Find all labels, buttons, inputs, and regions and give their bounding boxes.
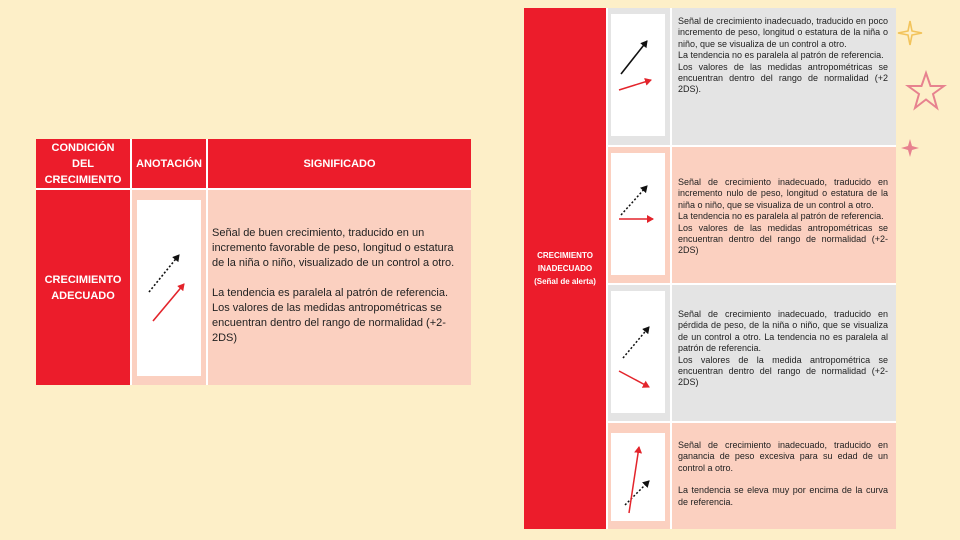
- annotation-cell-2: [608, 147, 670, 283]
- row3-paragraph-3: Los valores de la medida antropométrica se encuentran dentro del rango de normalidad (+2-2DS): [678, 354, 888, 388]
- header-condicion: [36, 139, 130, 188]
- parallel-trend-arrows-icon: [137, 200, 201, 376]
- growth-chart-graphic-3: [611, 291, 665, 413]
- sparkle-icon: [897, 20, 923, 46]
- row1-paragraph-2: La tendencia no es paralela al patrón de referencia.: [678, 50, 884, 61]
- growth-chart-graphic-2: [611, 153, 665, 275]
- row3-paragraph-1: Señal de crecimiento inadecuado, traducido en pérdida de peso, de la niña o niño, que se visualiza de un control a otro. La tendencia no es paralela al patrón de referencia.: [678, 309, 888, 354]
- row1-paragraph-1: Señal de crecimiento inadecuado, traducido en poco incremento de peso, longitud o estatura de la niña o niño, que se visualiza de un control a otro.: [678, 16, 888, 49]
- meaning-cell: [208, 190, 471, 385]
- excessive-growth-arrows-icon: [611, 433, 665, 521]
- annotation-cell-4: [608, 423, 670, 529]
- condition-cell: [36, 190, 130, 385]
- meaning-cell-4: [672, 423, 896, 529]
- growth-chart-graphic: [137, 200, 201, 376]
- row2-paragraph-3: Los valores de las medidas antropométricas se encuentran dentro del rango de normalidad (+2-2DS): [678, 222, 888, 256]
- star-icon: [905, 70, 947, 112]
- meaning-cell-3: [672, 285, 896, 421]
- annotation-cell-1: [608, 8, 670, 145]
- growth-adequate-table: [36, 139, 471, 385]
- header-anotacion: [132, 139, 206, 188]
- inadequate-condition-line2: INADECUADO: [537, 264, 593, 273]
- growth-chart-graphic-4: [611, 433, 665, 521]
- header-significado: [208, 139, 471, 188]
- inadequate-condition-line1: CRECIMIENTO: [537, 251, 593, 260]
- small-star-icon: [900, 138, 920, 158]
- header-condicion-label: CONDICIÓN DEL CRECIMIENTO: [44, 141, 122, 186]
- inadequate-condition-cell: [524, 8, 606, 529]
- growth-inadequate-table: [524, 8, 896, 529]
- row1-paragraph-3: Los valores de las medidas antropométricas se encuentran dentro del rango de normalidad (+2 2DS).: [678, 61, 888, 95]
- row4-paragraph-3: La tendencia se eleva muy por encima de la curva de referencia.: [678, 485, 888, 507]
- flat-growth-arrows-icon: [611, 153, 665, 275]
- meaning-paragraph-2: La tendencia es paralela al patrón de referencia. Los valores de las medidas antropométricas se encuentran dentro del rango de normalidad (+2-2DS): [212, 287, 449, 344]
- slow-growth-arrows-icon: [611, 14, 665, 136]
- meaning-paragraph-1: Señal de buen crecimiento, traducido en un incremento favorable de peso, longitud o estatura de la niña o niño, visualizado de un control a otro.: [212, 227, 455, 269]
- annotation-cell-3: [608, 285, 670, 421]
- inadequate-condition-line3: (Señal de alerta): [534, 277, 596, 286]
- annotation-cell: [132, 190, 206, 385]
- weight-loss-arrows-icon: [611, 291, 665, 413]
- row4-paragraph-1: Señal de crecimiento inadecuado, traducido en ganancia de peso excesiva para su edad de un control a otro.: [678, 440, 888, 473]
- meaning-cell-1: [672, 8, 896, 145]
- header-anotacion-label: ANOTACIÓN: [136, 157, 202, 170]
- row2-paragraph-2: La tendencia no es paralela al patrón de referencia.: [678, 211, 884, 222]
- growth-chart-graphic-1: [611, 14, 665, 136]
- condition-label: CRECIMIENTO ADECUADO: [44, 273, 122, 302]
- row2-paragraph-1: Señal de crecimiento inadecuado, traducido en incremento nulo de peso, longitud o estatura de la niña o niño, que se visualiza de un control a otro.: [678, 177, 888, 210]
- meaning-cell-2: [672, 147, 896, 283]
- header-significado-label: SIGNIFICADO: [303, 157, 376, 170]
